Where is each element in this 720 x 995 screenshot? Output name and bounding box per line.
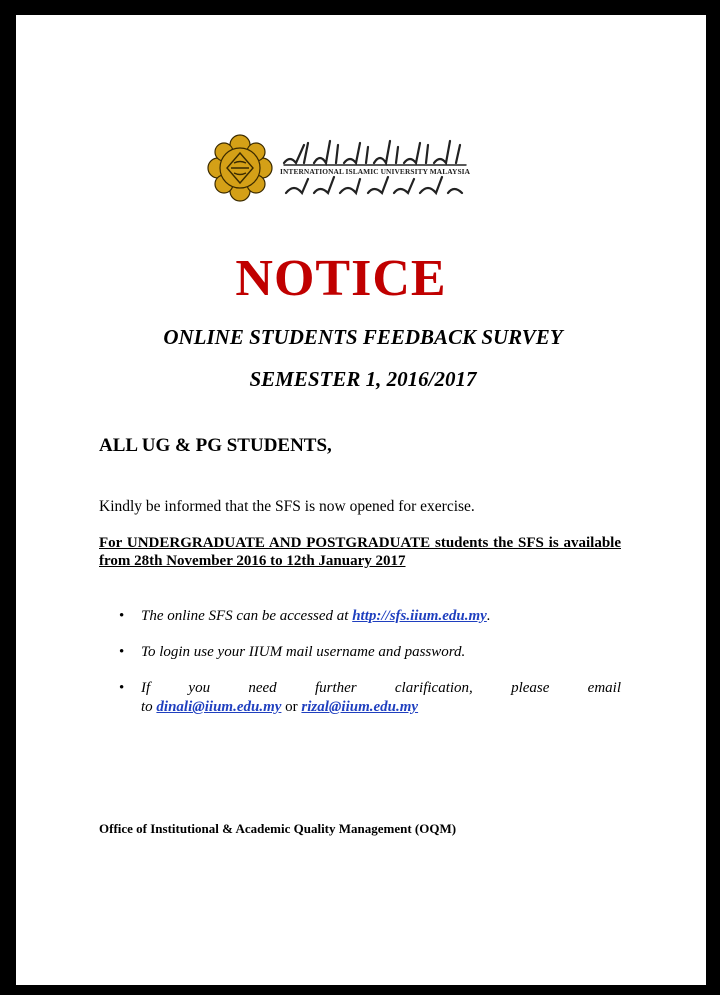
instructions-list [99, 607, 621, 717]
notice-title: NOTICE [235, 250, 447, 307]
contact-or-text: or [281, 699, 302, 715]
survey-title: ONLINE STUDENTS FEEDBACK SURVEY [163, 325, 563, 349]
list-item-access [99, 607, 621, 626]
access-period: . [486, 608, 491, 624]
email-link-rizal[interactable]: rizal@iium.edu.my [301, 699, 419, 715]
notice-page [16, 15, 706, 985]
intro-paragraph: Kindly be informed that the SFS is now opened for exercise. [99, 498, 475, 515]
semester-title: SEMESTER 1, 2016/2017 [249, 367, 477, 391]
logo-english-name: INTERNATIONAL ISLAMIC UNIVERSITY MALAYSIA [280, 167, 471, 176]
list-item-contact [99, 679, 621, 717]
contact-to-text: to [141, 699, 157, 715]
access-text: The online SFS can be accessed at [141, 608, 353, 624]
office-signature: Office of Institutional & Academic Quality Management (OQM) [99, 821, 457, 836]
email-link-dinali[interactable]: dinali@iium.edu.my [156, 699, 282, 715]
list-item-login [99, 643, 621, 662]
availability-paragraph: For UNDERGRADUATE AND POSTGRADUATE students the SFS is available from 28th November 2016 to 12th January 2017 [99, 535, 621, 569]
contact-text: • If you need further clarification, please email [141, 680, 621, 696]
addressee-heading: ALL UG & PG STUDENTS, [99, 435, 332, 456]
iium-logo [206, 133, 476, 205]
iium-seal-icon [206, 133, 274, 203]
login-text: To login use your IIUM mail username and password. [141, 644, 466, 660]
sfs-link[interactable]: http://sfs.iium.edu.my [352, 608, 487, 624]
